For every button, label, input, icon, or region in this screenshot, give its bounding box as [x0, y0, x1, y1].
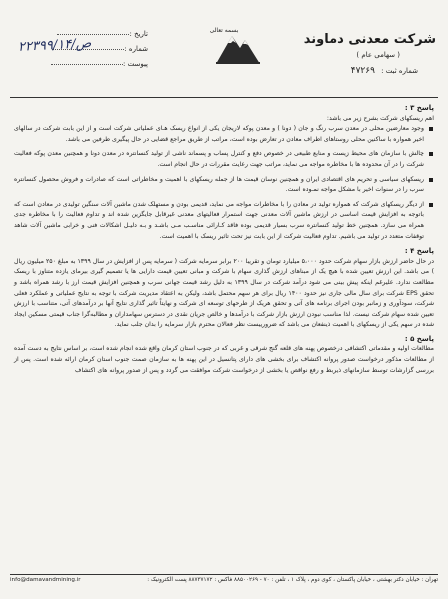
date-label: تاریخ : — [129, 30, 148, 38]
list-item: ریسکهای سیاسی و تحریم های اقتصادی ایران و همچنین نوسان قیمت ها از جمله ریسکهای با اهمیت و مخاطراتی است که صادرات و فروش محصول کنسانتره سرب را در سنوات اخیر با مشکل مواجه نمـوده است. — [14, 175, 434, 196]
letter-body — [14, 103, 434, 379]
risk-list — [14, 124, 434, 242]
footer-email[interactable]: info@damavandmining.ir — [10, 577, 81, 583]
footer-divider — [10, 574, 438, 575]
answer-3-intro: اهم ریسکهای شرکت بشرح زیر می باشد: — [326, 114, 434, 122]
registration-number: ۴۷۲۶۹ — [350, 66, 375, 76]
company-type: ( سهامی عام ) — [356, 51, 400, 59]
answer-5-paragraph: مطالعات اولیه و مقدماتی اکتشافی درخصوص پهنه های قلعه گنج شرقی و غربی که در جنوب استان کرمان واقع شده انجام شده است، بر اساس نتایج به دست آمده از مطالعات مذکور درخواست صدور پروانه اکتشاف برای بخشی های دارای پتانسیل در این پهنه ها به سازمان صمت جنوب استان کرمان ارائه شده است. پس از بررسی گزارشات توسط سازمانهای ذیربط و رفع نواقص یا بخشی از درخواست شرکت موافقت می گردد و پس از صدور پروانه های اکتشاف — [14, 345, 434, 374]
footer — [10, 577, 438, 583]
company-name: شرکت معدنی دماوند — [303, 32, 436, 47]
footer-address: تهران : خیابان دکتر بهشتی ، خیابان پاکستان ، کوی دوم ، پلاک ۱ ، تلفن : ۷۰ - ۸۸۵۰۰۲۶۹ فاکس : ۸۸۷۳۷۱۷۲ پست الکترونیک : — [147, 577, 438, 583]
list-item: از دیگر ریسکهای شرکت که همواره تولید در معادن را با مخاطرات مواجه می نماید، قدیمی بودن و مستهلک شدن ماشین آلات سنگین تولیدی در معادن است که باتوجه به افزایش قیمت اساسی در ارزش ماشین آلات معدنی جهت استمرار فعالیتهای معدنی غیرقابل جایگزین شده اند و تداوم فعالیت را با مخاطره جدی همراه می سازد. همچنین خط تولید کنسانتره سرب بسیار قدیمی بوده فاقد کـارائی مناسـب مـی باشـد و بـه دلیـل اشکالات فنی و خرابی ماشین آلات شاهد توقفات متعدد در تولید می باشیم. تداوم فعالیت شرکت از این بابت نیز تحت تاثیر ریسک با اهمیت است. — [14, 200, 434, 242]
answer-4-title: پاسخ ۴ : — [404, 247, 434, 256]
handwritten-letter-number: ۲۲۳۹۹/ص/۱۴ — [17, 36, 92, 55]
answer-4-paragraph: در حال حاضر ارزش بازار سهام شرکت حدود ۵،۰۰۰ میلیارد تومان و تقریبا ۲۰۰ برابر سرمایه شرکت ( سرمایه پس از افزایش در سال ۱۳۹۹ به مبلغ ۲۵۰ میلیون ریال ) می باشد. این ارزش تعیین شده با هیچ یک از مبناهای ارزش گذاری سهام با شرکت و مبانی تعیین قیمت دارایی ها یا تصمیم گیری بیرمای یازده متناوز با ریسک مطالعت ندارد. علیرغم اینکه پیش بینی می شود درآمد شرکت در سال ۱۳۹۹ به دلیل رشد قیمت جهانی سرب و همچنین افزایش قیمت ارز با رشد همراه باشد و تحقق EPS شرکت برای سال مالی جاری نیز حدود ۱۴۰۰ ریال برای هر سهم محتمل باشد، ولیکن به اعتقاد مدیریت شرکت با توجه به نتایج عملیاتی و عملکرد فعلی شرکت، سودآوری و زمانبر بودن اجرای برنامه های آتی و تحقق هریک از طرحهای توسعه ای شرکت و نهایتاً تاثیر گذاری نتایج آنها بر درآمدهای آتی، متناسب با ارزش تعیین شده سهام شرکت نیست. لذا مناسب نبودن ارزش بازار شرکت با درآمدها و خالص جریان نقدی در دسترس سهامداران و مطالبه‌گرا جناب قیمتی مسکین ایجاد شده در سهم یکی از ریسکهای با اهمیت ذینفعان می باشد که ضرورییست نظر فعالان محترم بازار سرمایه را بدان جلب نماید. — [14, 257, 434, 329]
list-item: وجود معارضین محلی در معدن سرب رنگ و جان ( دونا ) و معدن پوکه لاریجان یکی از انواع ریسک هـای عملیاتی شرکت است و از این بابت شرکت در سالهای اخیر همواره با ساکنین محلی روستاهای اطراف معادن در تعارض بوده است، مراتب از طریق مراجع قضایی در حال پیگیری طرفین می باشد. — [14, 124, 434, 145]
date-field — [38, 30, 148, 38]
company-logo — [214, 26, 262, 66]
registration-line — [351, 66, 418, 76]
list-item: چالش با سازمان های محیط زیست و منابع طبیعی در خصوص دفع و کنترل پساب و پسماند ناشی از تولید کنسانتره در معدن دونا و همچنین معدن پوکه فعالیت شرکت را در آن محدوده ها با مخاطره مواجه می نماید، مراتب جهت رعایت مقررات در حال انجام است. — [14, 149, 434, 170]
attachment-field — [38, 60, 148, 68]
answer-3-title: پاسخ ۳ : — [404, 104, 434, 112]
letterhead — [0, 0, 448, 96]
number-label: شماره : — [124, 45, 148, 53]
registration-label: شماره ثبت : — [381, 67, 418, 75]
answer-5-title: پاسخ ۵ : — [404, 334, 434, 343]
attachment-label: پیوست : — [123, 60, 148, 68]
basmala: بسمه تعالی — [209, 27, 239, 34]
header-divider — [10, 97, 438, 98]
